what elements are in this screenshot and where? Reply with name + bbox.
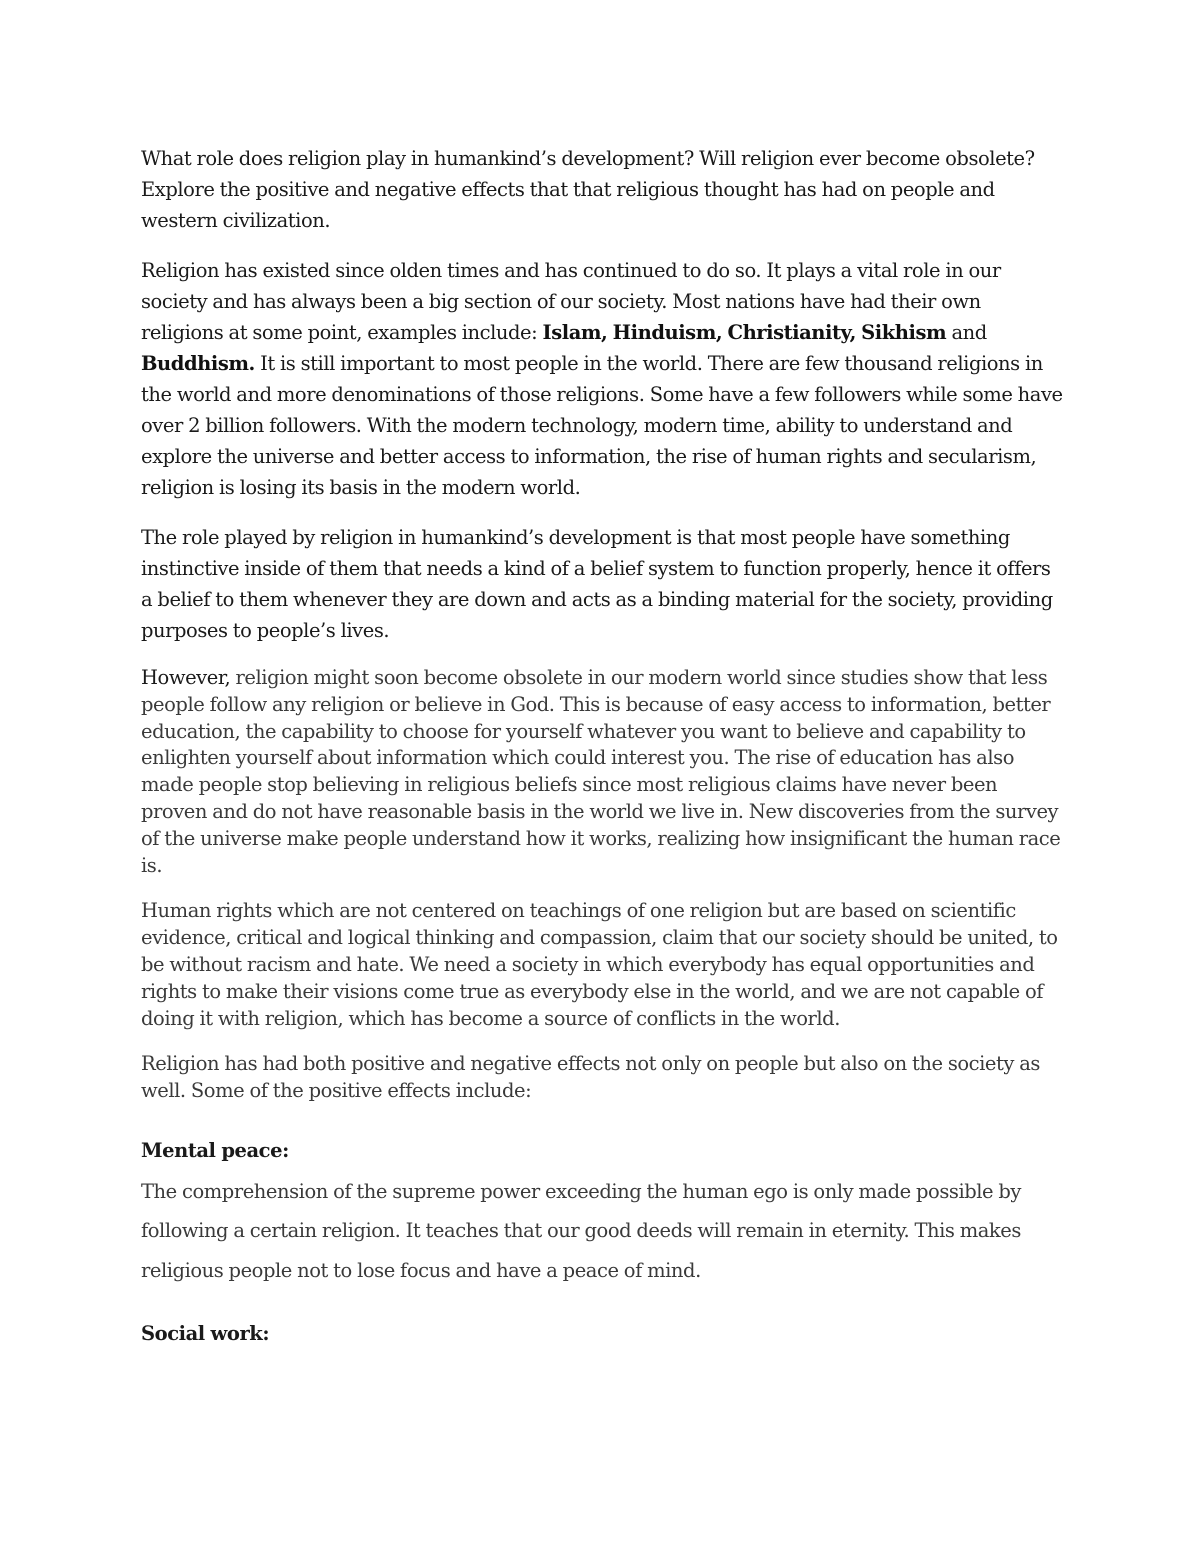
- human-rights-paragraph: Human rights which are not centered on teachings of one religion but are based on scientific evidence, critical and logical thinking and compassion, claim that our society should be united, to be without racism and hate. We need a society in which everybody has equal opportunities and rights to make their visions come true as everybody else in the world, and we are not capable of doing it with religion, which has become a source of conflicts in the world.: [141, 899, 1058, 1030]
- obsolete-text: religion might soon become obsolete in our modern world since studies show that less people follow any religion or believe in God. This is because of easy access to information, better education, the capability to choose for yourself whatever you want to believe and capability to enlighten yourself about information which could interest you. The rise of education has also made people stop believing in religious beliefs since most religious claims have never been proven and do not have reasonable basis in the world we live in. New discoveries from the survey of the universe make people understand how it works, realizing how insignificant the human race is.: [141, 666, 1061, 877]
- religion-hinduism: Hinduism,: [612, 321, 723, 344]
- effects-paragraph: Religion has had both positive and negative effects not only on people but also on the society as well. Some of the positive effects include:: [141, 1052, 1040, 1103]
- obsolete-paragraph: [141, 665, 1066, 879]
- document-body: [141, 143, 1066, 1347]
- obsolete-lead: However,: [141, 666, 231, 689]
- intro-and: and: [946, 321, 987, 344]
- religion-sikhism: Sikhism: [861, 321, 947, 344]
- intro-text-before: Religion has existed since olden times and has continued to do so. It plays a vital role in our society and has always been a big section of our society. Most nations have had their own religions at some point, examples include:: [141, 259, 1001, 344]
- mental-peace-heading: Mental peace:: [141, 1138, 289, 1162]
- religion-christianity: Christianity,: [727, 321, 856, 344]
- social-work-heading: Social work:: [141, 1322, 270, 1346]
- essay-question: What role does religion play in humankind’s development? Will religion ever become obsolete? Explore the positive and negative effects that that religious thought has had on people and western civilization.: [141, 147, 1035, 232]
- intro-paragraph: [141, 255, 1066, 503]
- religion-islam: Islam,: [542, 321, 608, 344]
- religion-buddhism: Buddhism.: [141, 352, 255, 375]
- intro-text-after: It is still important to most people in the world. There are few thousand religions in the world and more denominations of those religions. Some have a few followers while some have over 2 billion followers. With the modern technology, modern time, ability to understand and explore the universe and better access to information, the rise of human rights and secularism, religion is losing its basis in the modern world.: [141, 352, 1063, 499]
- role-paragraph: The role played by religion in humankind’s development is that most people have something instinctive inside of them that needs a kind of a belief system to function properly, hence it offers a belief to them whenever they are down and acts as a binding material for the society, providing purposes to people’s lives.: [141, 526, 1053, 642]
- mental-peace-paragraph: The comprehension of the supreme power exceeding the human ego is only made possible by following a certain religion. It teaches that our good deeds will remain in eternity. This makes religious people not to lose focus and have a peace of mind.: [141, 1179, 1021, 1282]
